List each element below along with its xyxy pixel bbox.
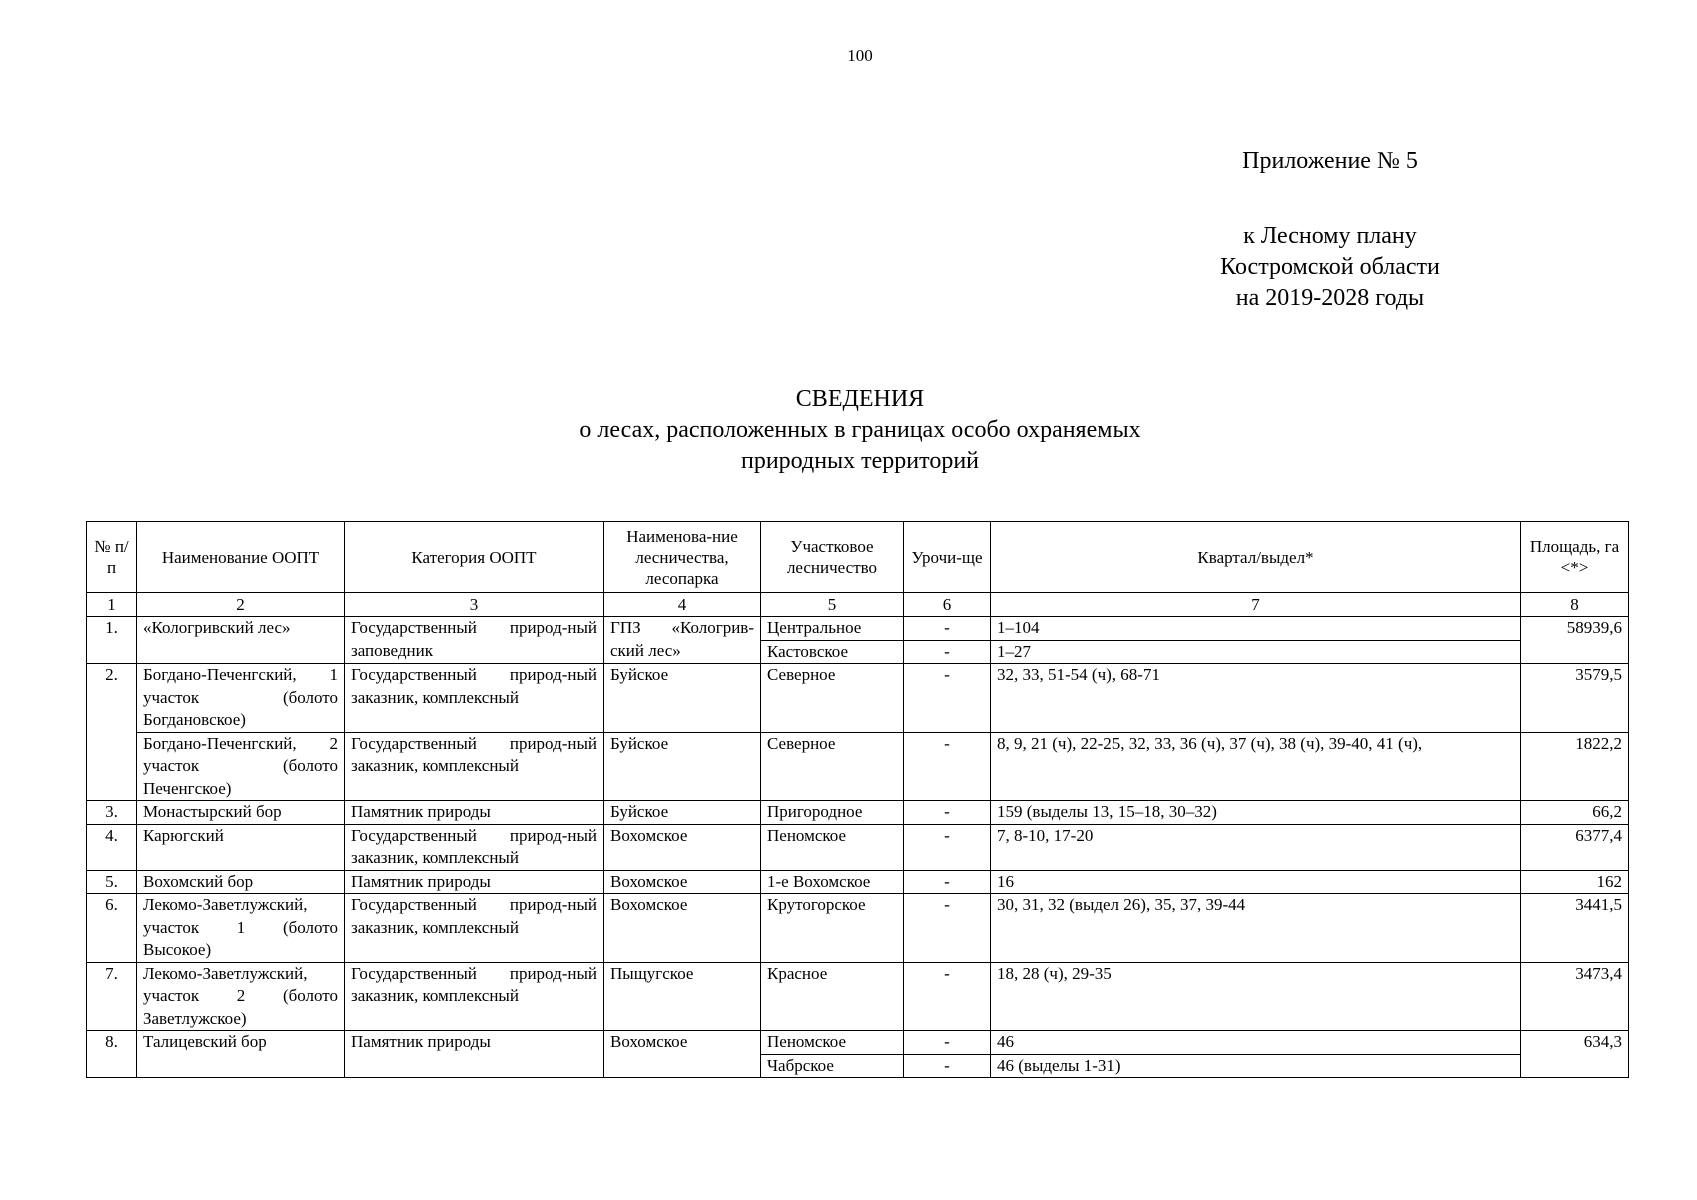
row-category: Памятник природы	[345, 1031, 604, 1078]
row-category: Государственный природ-ный заказник, комплексный	[345, 962, 604, 1031]
row-forestry: Вохомское	[604, 870, 761, 894]
row-tract: -	[904, 894, 991, 963]
row-category: Памятник природы	[345, 870, 604, 894]
row-forestry: Буйское	[604, 732, 761, 801]
row-forestry: Буйское	[604, 801, 761, 825]
row-tract: -	[904, 824, 991, 870]
page-number: 100	[847, 46, 873, 65]
row-category: Государственный природ-ный заповедник	[345, 617, 604, 664]
row-quarter: 46	[991, 1031, 1521, 1055]
heading-line-1: о лесах, расположенных в границах особо охраняемых	[579, 417, 1141, 443]
row-tract: -	[904, 617, 991, 641]
row-tract: -	[904, 640, 991, 664]
row-district: Северное	[761, 664, 904, 733]
row-num: 4.	[87, 824, 137, 870]
column-number-row	[87, 593, 1629, 617]
row-quarter: 8, 9, 21 (ч), 22-25, 32, 33, 36 (ч), 37 (ч), 38 (ч), 39-40, 41 (ч),	[991, 732, 1521, 801]
table-row	[87, 617, 1629, 641]
column-number: 4	[604, 593, 761, 617]
table-header-row	[87, 522, 1629, 593]
row-name: Карюгский	[137, 824, 345, 870]
row-tract: -	[904, 962, 991, 1031]
column-number: 6	[904, 593, 991, 617]
row-name: Вохомский бор	[137, 870, 345, 894]
row-num: 6.	[87, 894, 137, 963]
row-tract: -	[904, 1054, 991, 1078]
row-tract: -	[904, 801, 991, 825]
table-row	[87, 1031, 1629, 1055]
row-num: 2.	[87, 664, 137, 801]
row-forestry: Пыщугское	[604, 962, 761, 1031]
table-row	[87, 894, 1629, 963]
row-num: 7.	[87, 962, 137, 1031]
header-name: Наименование ООПТ	[137, 522, 345, 593]
row-forestry: Вохомское	[604, 1031, 761, 1078]
table-row	[87, 732, 1629, 801]
row-district: Пригородное	[761, 801, 904, 825]
row-quarter: 7, 8-10, 17-20	[991, 824, 1521, 870]
row-area: 6377,4	[1521, 824, 1629, 870]
row-quarter: 46 (выделы 1-31)	[991, 1054, 1521, 1078]
row-name: Богдано-Печенгский, 1 участок (болото Богдановское)	[137, 664, 345, 733]
row-district: 1-е Вохомское	[761, 870, 904, 894]
row-forestry: ГПЗ «Кологрив-ский лес»	[604, 617, 761, 664]
row-quarter: 1–104	[991, 617, 1521, 641]
table-row	[87, 962, 1629, 1031]
header-district: Участковое лесничество	[761, 522, 904, 593]
protected-areas-table	[86, 521, 1629, 1078]
row-name: Талицевский бор	[137, 1031, 345, 1078]
table-row	[87, 870, 1629, 894]
header-num: № п/п	[87, 522, 137, 593]
row-name: «Кологривский лес»	[137, 617, 345, 664]
column-number: 1	[87, 593, 137, 617]
row-tract: -	[904, 664, 991, 733]
row-quarter: 16	[991, 870, 1521, 894]
row-category: Государственный природ-ный заказник, комплексный	[345, 732, 604, 801]
row-category: Государственный природ-ный заказник, комплексный	[345, 894, 604, 963]
row-district: Северное	[761, 732, 904, 801]
appendix-line-1: к Лесному плану	[1243, 223, 1417, 249]
table-row	[87, 801, 1629, 825]
heading-line-2: природных территорий	[740, 448, 980, 474]
header-tract: Урочи-ще	[904, 522, 991, 593]
row-category: Памятник природы	[345, 801, 604, 825]
row-district: Центральное	[761, 617, 904, 641]
document-heading	[400, 384, 1320, 477]
row-district: Пеномское	[761, 824, 904, 870]
row-area: 162	[1521, 870, 1629, 894]
header-forestry: Наименова-ние лесничества, лесопарка	[604, 522, 761, 593]
row-num: 1.	[87, 617, 137, 664]
row-quarter: 1–27	[991, 640, 1521, 664]
row-quarter: 32, 33, 51-54 (ч), 68-71	[991, 664, 1521, 733]
row-tract: -	[904, 1031, 991, 1055]
header-category: Категория ООПТ	[345, 522, 604, 593]
row-category: Государственный природ-ный заказник, комплексный	[345, 664, 604, 733]
column-number: 7	[991, 593, 1521, 617]
row-name: Лекомо-Заветлужский, участок 2 (болото Заветлужское)	[137, 962, 345, 1031]
column-number: 5	[761, 593, 904, 617]
row-quarter: 159 (выделы 13, 15–18, 30–32)	[991, 801, 1521, 825]
column-number: 8	[1521, 593, 1629, 617]
table-row	[87, 664, 1629, 733]
row-quarter: 30, 31, 32 (выдел 26), 35, 37, 39-44	[991, 894, 1521, 963]
row-tract: -	[904, 732, 991, 801]
row-area: 3473,4	[1521, 962, 1629, 1031]
appendix-line-2: Костромской области	[1220, 254, 1440, 280]
column-number: 3	[345, 593, 604, 617]
table-row	[87, 824, 1629, 870]
row-name: Богдано-Печенгский, 2 участок (болото Печенгское)	[137, 732, 345, 801]
row-area: 58939,6	[1521, 617, 1629, 664]
appendix-subtitle	[1170, 221, 1490, 314]
row-area: 3579,5	[1521, 664, 1629, 733]
row-district: Пеномское	[761, 1031, 904, 1055]
row-num: 3.	[87, 801, 137, 825]
row-num: 8.	[87, 1031, 137, 1078]
row-quarter: 18, 28 (ч), 29-35	[991, 962, 1521, 1031]
row-district: Чабрское	[761, 1054, 904, 1078]
row-area: 634,3	[1521, 1031, 1629, 1078]
row-name: Монастырский бор	[137, 801, 345, 825]
row-district: Красное	[761, 962, 904, 1031]
row-forestry: Буйское	[604, 664, 761, 733]
row-category: Государственный природ-ный заказник, комплексный	[345, 824, 604, 870]
row-area: 3441,5	[1521, 894, 1629, 963]
row-district: Кастовское	[761, 640, 904, 664]
row-district: Крутогорское	[761, 894, 904, 963]
row-forestry: Вохомское	[604, 824, 761, 870]
row-area: 66,2	[1521, 801, 1629, 825]
row-tract: -	[904, 870, 991, 894]
row-name: Лекомо-Заветлужский, участок 1 (болото Высокое)	[137, 894, 345, 963]
header-area: Площадь, га <*>	[1521, 522, 1629, 593]
appendix-line-3: на 2019-2028 годы	[1235, 285, 1425, 311]
row-area: 1822,2	[1521, 732, 1629, 801]
row-num: 5.	[87, 870, 137, 894]
column-number: 2	[137, 593, 345, 617]
header-quarter: Квартал/выдел*	[991, 522, 1521, 593]
heading-title: СВЕДЕНИЯ	[795, 386, 925, 412]
appendix-title: Приложение № 5	[1242, 148, 1418, 174]
row-forestry: Вохомское	[604, 894, 761, 963]
